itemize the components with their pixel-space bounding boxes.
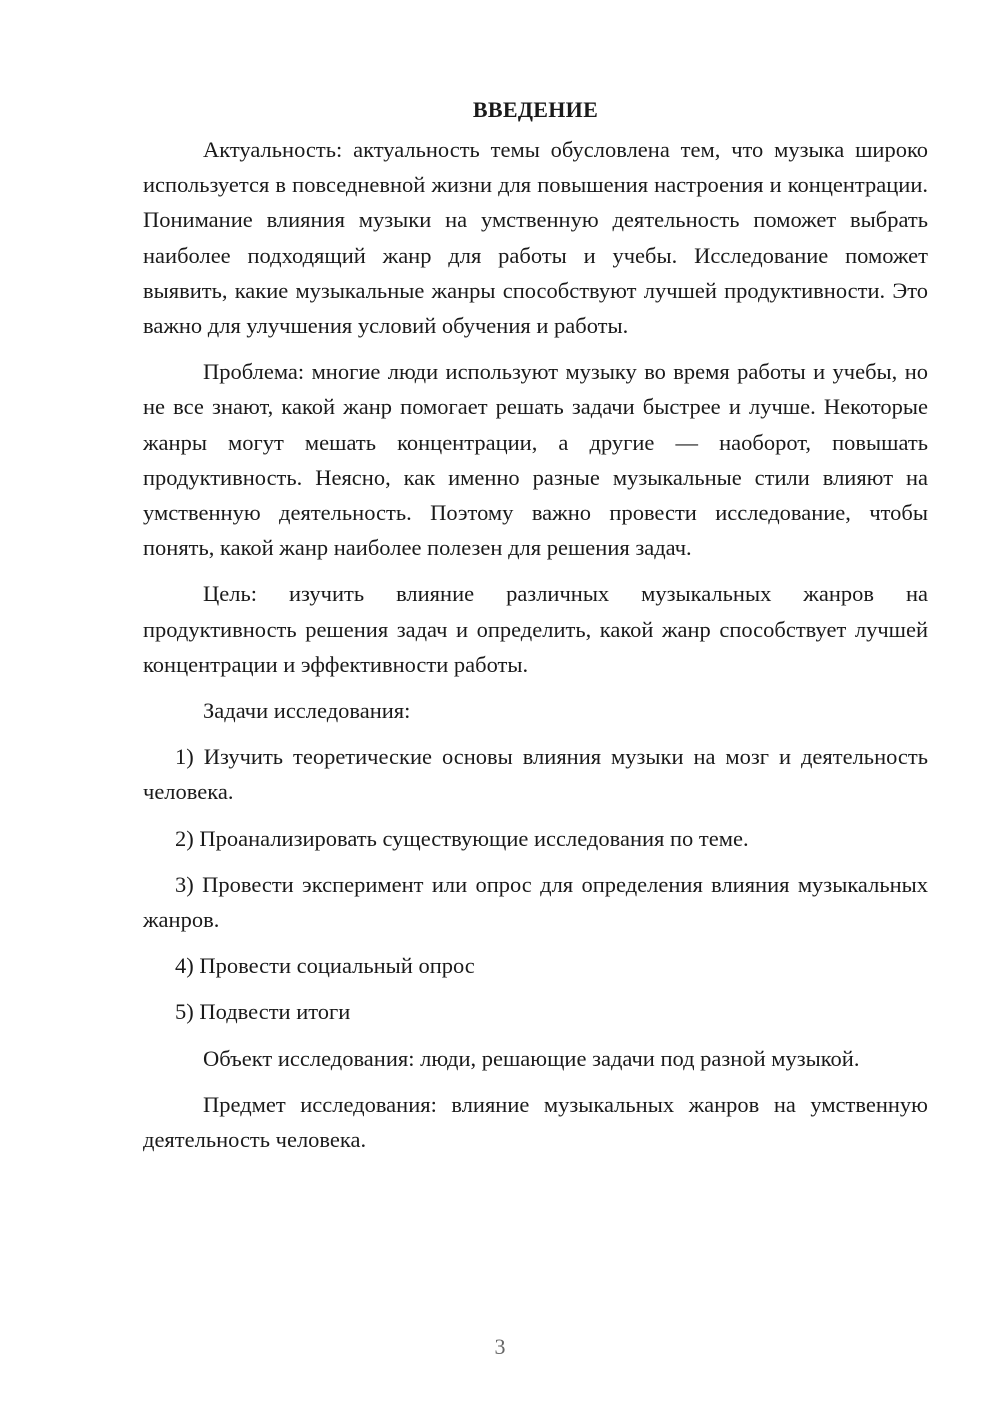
task-item-5: 5) Подвести итоги	[175, 999, 351, 1025]
tasks-heading: Задачи исследования:	[203, 698, 411, 724]
task-item-3: 3) Провести эксперимент или опрос для определения влияния музыкальных жанров.	[143, 871, 928, 933]
page-title: ВВЕДЕНИЕ	[472, 97, 599, 122]
paragraph-subject: Предмет исследования: влияние музыкальных жанров на умственную деятельность человека.	[143, 1091, 928, 1153]
page-content	[143, 90, 928, 1168]
paragraph-goal: Цель: изучить влияние различных музыкальных жанров на продуктивность решения задач и определить, какой жанр способствует лучшей концентрации и эффективности работы.	[143, 581, 928, 677]
paragraph-relevance: Актуальность: актуальность темы обусловлена тем, что музыка широко используется в повседневной жизни для повышения настроения и концентрации. Понимание влияния музыки на умственную деятельность поможет выбрать наиболее подходящий жанр для работы и учебы. Исследование поможет выявить, какие музыкальные жанры способствуют лучшей продуктивности. Это важно для улучшения условий обучения и работы.	[143, 137, 928, 339]
task-item-1: 1) Изучить теоретические основы влияния музыки на мозг и деятельность человека.	[143, 744, 928, 805]
task-item-2: 2) Проанализировать существующие исследования по теме.	[175, 825, 749, 851]
task-item-4: 4) Провести социальный опрос	[175, 953, 475, 979]
paragraph-problem: Проблема: многие люди используют музыку во время работы и учебы, но не все знают, какой жанр помогает решать задачи быстрее и лучше. Некоторые жанры могут мешать концентрации, а другие — наоборот, повышать продуктивность. Неясно, как именно разные музыкальные стили влияют на умственную деятельность. Поэтому важно провести исследование, чтобы понять, какой жанр наиболее полезен для решения задач.	[143, 359, 928, 561]
paragraph-object: Объект исследования: люди, решающие задачи под разной музыкой.	[203, 1045, 860, 1071]
page-number: 3	[494, 1334, 506, 1359]
